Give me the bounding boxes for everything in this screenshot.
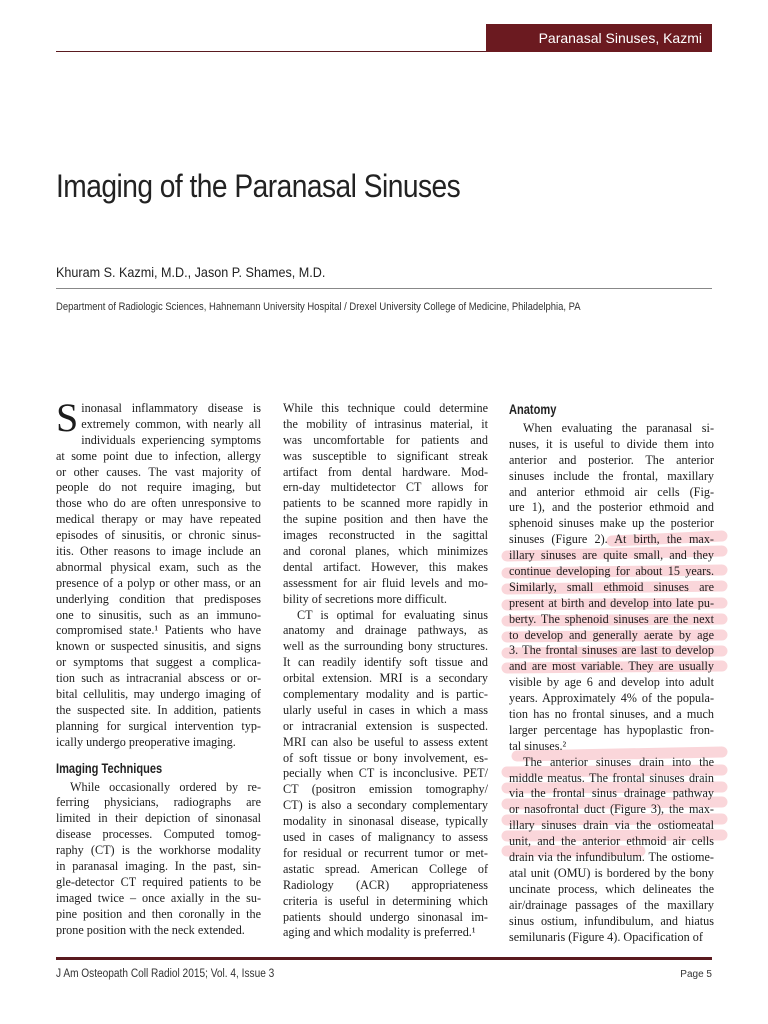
text-line: semilunaris (Figure 4). Opacification of — [509, 929, 703, 944]
drop-cap: S — [56, 401, 79, 440]
text-line: complementary modality and is partic- — [283, 687, 488, 702]
page-number: Page 5 — [680, 969, 712, 980]
text-line: While this technique could determine — [283, 401, 488, 415]
text-line: those who do are often unresponsive to — [56, 496, 261, 511]
text-line: via the frontal sinus drainage pathway — [509, 786, 714, 801]
text-line: astatic spread. American College of — [283, 861, 488, 876]
text-line: was uncomfortable for patients and — [283, 432, 488, 447]
text-line: tion such as intracranial abscess or or- — [56, 671, 261, 686]
text-line: gle-detector CT required patients to be — [56, 874, 261, 889]
text-line: sinuses include the frontal, maxillary — [509, 468, 714, 483]
text-line: used in cases of malignancy to assess — [283, 830, 488, 845]
text-line: disease processes. Computed tomog- — [56, 827, 261, 842]
text-line: sinuses (Figure 2). At birth, the max- — [509, 532, 714, 547]
text-line: While occasionally ordered by re- — [70, 779, 261, 794]
journal-citation: J Am Osteopath Coll Radiol 2015; Vol. 4, Issue 3 — [56, 968, 275, 980]
section-heading-anatomy: Anatomy — [509, 402, 557, 417]
text-line: aging and which modality is preferred.¹ — [283, 925, 476, 940]
intro-paragraph — [56, 401, 261, 751]
text-line: extremely common, with nearly all — [81, 416, 261, 431]
text-line: continue developing for about 15 years. — [509, 564, 714, 579]
text-line: artifact from dental hardware. Mod- — [283, 464, 488, 479]
text-line: one to sinusitis, such as an immuno- — [56, 607, 261, 622]
text-line: uncinate process, which delineates the — [509, 881, 714, 896]
text-line: atal unit (OMU) is bordered by the bony — [509, 865, 714, 880]
text-line: and anterior ethmoid air cells (Fig- — [509, 484, 714, 499]
text-line: or symptoms that suggest a complica- — [56, 655, 261, 670]
text-line: pine position and then coronally in the — [56, 906, 261, 921]
text-line: patients should undergo sinonasal im- — [283, 909, 488, 924]
text-line: ferring physicians, radiographs are — [56, 795, 261, 810]
affiliation-rule — [56, 288, 712, 289]
text-line: It can readily identify soft tissue and — [283, 655, 488, 670]
text-line: unit, and the anterior ethmoid air cells — [509, 834, 714, 849]
text-line: the suspected site. In addition, patients — [56, 702, 261, 717]
text-line: 3. The frontal sinuses are last to develop — [509, 643, 714, 658]
text-line: criteria is useful in determining which — [283, 893, 488, 908]
text-line: episodes of sinusitis, or chronic sinus- — [56, 528, 261, 543]
text-line: individuals experiencing symptoms — [81, 432, 261, 447]
text-line: was susceptible to significant streak — [283, 448, 488, 463]
text-line: raphy (CT) is the workhorse modality — [56, 843, 261, 858]
column-3 — [509, 401, 714, 945]
text-line: the supine position and then have the — [283, 512, 488, 527]
text-line: well as the surrounding bony structures. — [283, 639, 488, 654]
text-line: present at birth and develop into late pu- — [509, 595, 714, 610]
text-line: and coronal planes, which minimizes — [283, 544, 488, 559]
text-line: patients to be scanned more rapidly in — [283, 496, 488, 511]
text-line: bital cellulitis, may undergo imaging of — [56, 687, 261, 702]
text-line: medical therapy or may have repeated — [56, 512, 261, 527]
text-line: compromised state.¹ Patients who have — [56, 623, 261, 638]
text-line: CT is optimal for evaluating sinus — [297, 607, 488, 622]
text-line: tal sinuses.² — [509, 738, 567, 753]
text-line: bility of secretions more difficult. — [283, 591, 447, 606]
column-1 — [56, 401, 261, 939]
text-line: drain via the infundibulum. The ostiome- — [509, 850, 714, 865]
text-line: or intracranial extension is suspected. — [283, 718, 488, 733]
text-line: in paranasal imaging. In the past, sin- — [56, 859, 261, 874]
text-line: planning for surgical intervention typ- — [56, 718, 261, 733]
text-line: middle meatus. The frontal sinuses drain — [509, 770, 714, 785]
text-line: berty. The sphenoid sinuses are the next — [509, 611, 714, 626]
text-line: itis. Other reasons to image include an — [56, 544, 261, 559]
text-line: larger percentage has hypoplastic fron- — [509, 722, 714, 737]
text-line: prone position with the neck extended. — [56, 922, 245, 937]
text-line: When evaluating the paranasal si- — [523, 421, 714, 435]
text-line: CT) is also a secondary complementary — [283, 798, 488, 813]
text-line: underlying condition that predisposes — [56, 591, 261, 606]
text-line: sphenoid sinuses make up the posterior — [509, 516, 714, 531]
text-line: illary sinuses are quite small, and they — [509, 548, 714, 563]
text-line: years. Approximately 4% of the popula- — [509, 691, 714, 706]
running-title: Paranasal Sinuses, Kazmi — [486, 24, 712, 52]
text-line: inonasal inflammatory disease is — [81, 401, 261, 415]
text-line: pecially when CT is inconclusive. PET/ — [283, 766, 488, 781]
text-line: for residual or recurrent tumor or met- — [283, 845, 488, 860]
text-line: MRI can also be useful to assess extent — [283, 734, 488, 749]
text-line: anterior and posterior. The anterior — [509, 452, 714, 467]
text-line: The anterior sinuses drain into the — [523, 754, 714, 769]
text-line: and are most variable. They are usually — [509, 659, 714, 674]
text-line: ularly useful in cases in which a mass — [283, 702, 488, 717]
text-line: the mobility of intrasinus material, it — [283, 416, 488, 431]
text-line: visible by age 6 and develop into adult — [509, 675, 714, 690]
text-line: at some point due to infection, allergy — [56, 448, 261, 463]
text-line: or nasofrontal duct (Figure 3), the max- — [509, 802, 714, 817]
text-line: sinus ostium, infundibulum, and hiatus — [509, 913, 714, 928]
text-line: nuses, it is useful to divide them into — [509, 436, 714, 451]
footer-rule — [56, 957, 712, 960]
text-line: ure 1), and the posterior ethmoid and — [509, 500, 714, 515]
column-2 — [283, 401, 488, 941]
text-line: abnormal physical exam, such as the — [56, 559, 261, 574]
text-line: CT (positron emission tomography/ — [283, 782, 488, 797]
text-line: tion has no frontal sinuses, and a much — [509, 707, 714, 722]
text-line: Radiology (ACR) appropriateness — [283, 877, 488, 892]
text-line: to develop and generally aerate by age — [509, 627, 714, 642]
text-line: imaged twice – once axially in the su- — [56, 890, 261, 905]
text-line: dental artifact. However, this makes — [283, 559, 488, 574]
text-line: Similarly, small ethmoid sinuses are — [509, 579, 714, 594]
text-line: limited in their depiction of sinonasal — [56, 811, 261, 826]
authors: Khuram S. Kazmi, M.D., Jason P. Shames, M.D. — [56, 264, 326, 280]
text-line: ically undergo preoperative imaging. — [56, 734, 236, 749]
text-line: anatomy and drainage pathways, as — [283, 623, 488, 638]
text-line: known or suspected sinusitis, and signs — [56, 639, 261, 654]
section-heading-imaging-techniques: Imaging Techniques — [56, 760, 163, 776]
text-line: of soft tissue or bony involvement, es- — [283, 750, 488, 765]
text-line: people do not require imaging, but — [56, 480, 261, 495]
header-rule — [56, 51, 486, 52]
text-line: air/drainage passages of the maxillary — [509, 897, 714, 912]
text-line: orbital extension. MRI is a secondary — [283, 671, 488, 686]
affiliation: Department of Radiologic Sciences, Hahnemann University Hospital / Drexel University College of Medicine, Philadelphia, PA — [56, 301, 581, 313]
text-line: images reconstructed in the sagittal — [283, 528, 488, 543]
text-line: illary sinuses drain via the ostiomeatal — [509, 818, 714, 833]
text-line: modality in sinonasal disease, typically — [283, 814, 488, 829]
text-line: assessment for air fluid levels and mo- — [283, 575, 488, 590]
text-line: or other causes. The vast majority of — [56, 464, 261, 479]
article-title: Imaging of the Paranasal Sinuses — [56, 168, 461, 204]
text-line: presence of a polyp or other mass, or an — [56, 575, 261, 590]
text-line: ern-day multidetector CT allows for — [283, 480, 488, 495]
